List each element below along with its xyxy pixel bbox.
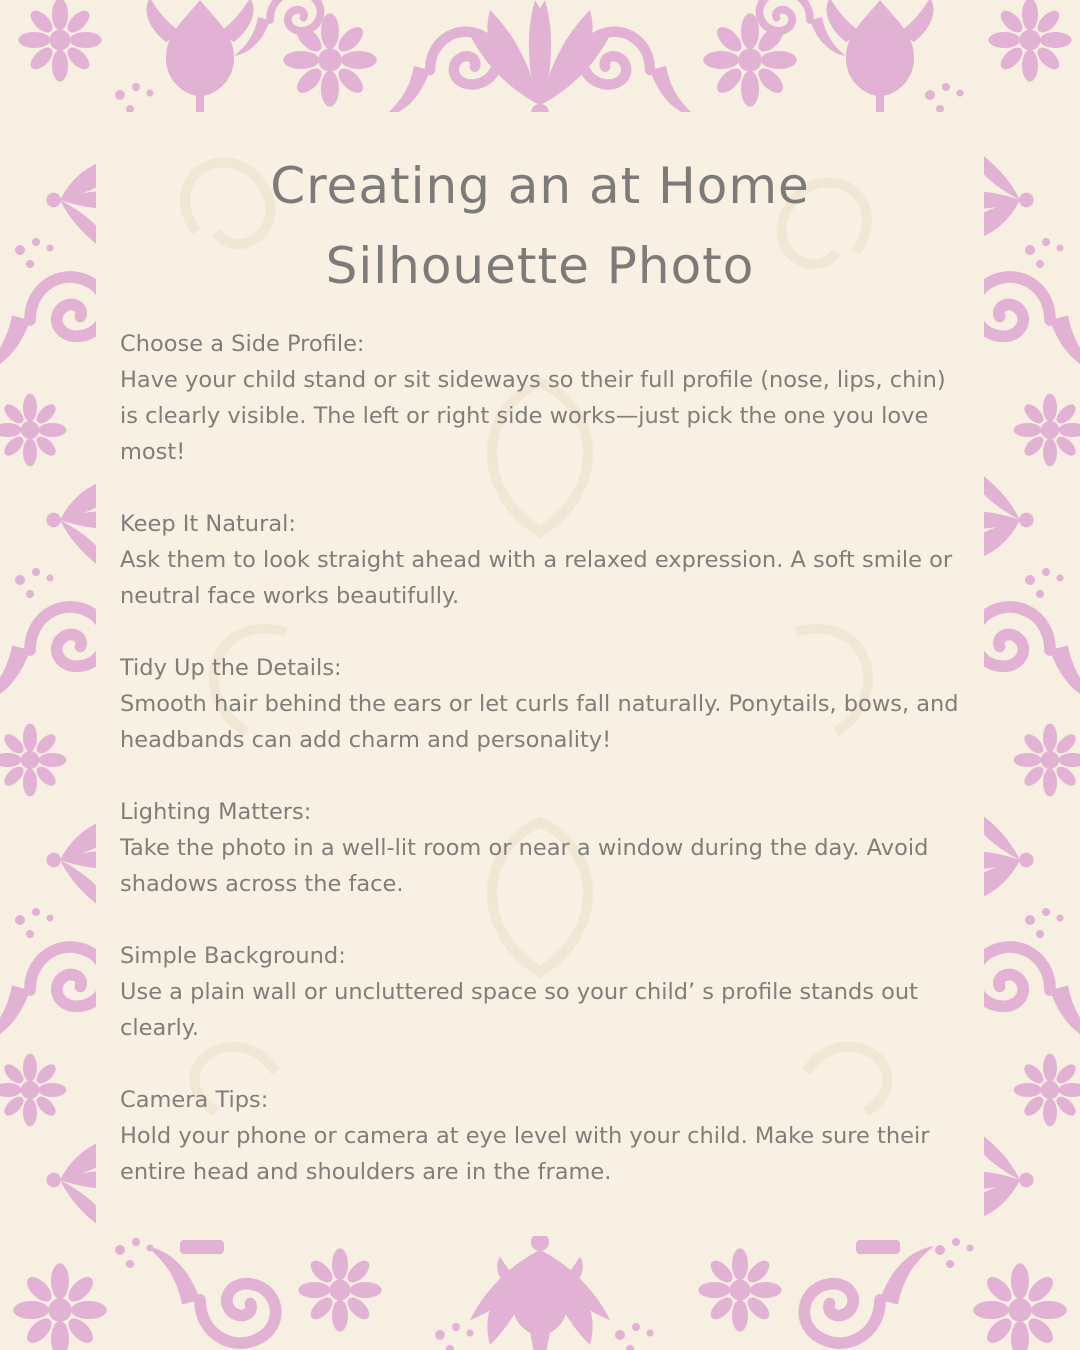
tip-heading: Keep It Natural: (120, 511, 296, 537)
tip-section (120, 650, 960, 758)
tip-heading: Tidy Up the Details: (120, 655, 342, 681)
tip-section (120, 794, 960, 902)
tip-heading: Camera Tips: (120, 1087, 269, 1113)
tip-section (120, 506, 960, 614)
tip-body: Hold your phone or camera at eye level with your child. Make sure their entire head and shoulders are in the frame. (120, 1123, 930, 1185)
tip-body: Have your child stand or sit sideways so their full profile (nose, lips, chin) is clearly visible. The left or right side works—just pick the one you love most! (120, 367, 946, 465)
page-title-line-1: Creating an at Home (270, 157, 810, 215)
page-title-line-2: Silhouette Photo (325, 237, 755, 295)
tips-list (120, 326, 960, 1226)
page-title (96, 146, 984, 306)
tip-body: Ask them to look straight ahead with a relaxed expression. A soft smile or neutral face works beautifully. (120, 547, 953, 609)
tip-section (120, 1082, 960, 1190)
tip-heading: Simple Background: (120, 943, 346, 969)
tip-section (120, 938, 960, 1046)
tip-body: Take the photo in a well-lit room or near a window during the day. Avoid shadows across the face. (120, 835, 929, 897)
tip-heading: Choose a Side Profile: (120, 331, 365, 357)
tip-body: Use a plain wall or uncluttered space so your child’ s profile stands out clearly. (120, 979, 919, 1041)
tip-body: Smooth hair behind the ears or let curls fall naturally. Ponytails, bows, and headbands can add charm and personality! (120, 691, 959, 753)
tip-heading: Lighting Matters: (120, 799, 312, 825)
content-panel (96, 112, 984, 1236)
tip-section (120, 326, 960, 470)
